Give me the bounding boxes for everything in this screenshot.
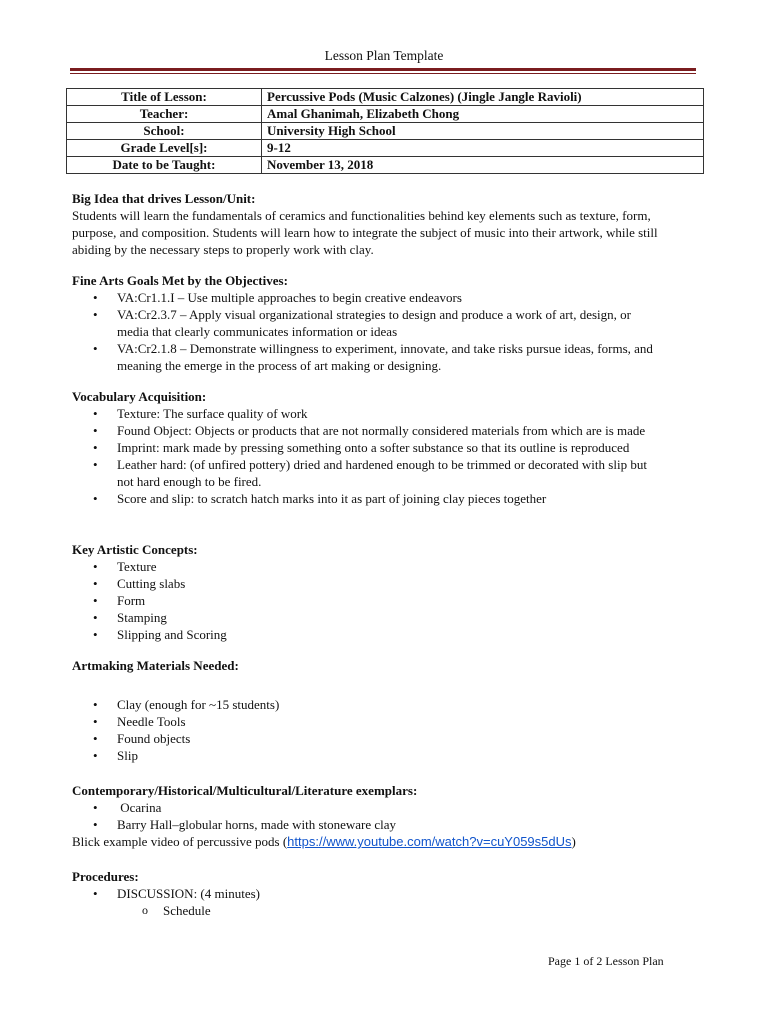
list-item: • Texture <box>72 558 702 575</box>
goals-heading: Fine Arts Goals Met by the Objectives: <box>72 273 288 288</box>
title-value: Percussive Pods (Music Calzones) (Jingle Jangle Ravioli) <box>262 89 704 106</box>
procedures-heading: Procedures: <box>72 869 139 884</box>
list-item: • Cutting slabs <box>72 575 702 592</box>
table-row <box>67 140 704 157</box>
big-idea-line: Students will learn the fundamentals of ceramics and functionalities behind key elements such as texture, form, <box>72 208 651 223</box>
page-title: Lesson Plan Template <box>324 48 444 63</box>
title-label: Title of Lesson: <box>67 89 262 106</box>
materials-heading: Artmaking Materials Needed: <box>72 658 239 673</box>
list-item: • Slip <box>72 747 702 764</box>
list-item: • Form <box>72 592 702 609</box>
table-row <box>67 123 704 140</box>
date-value: November 13, 2018 <box>262 157 704 174</box>
list-item: • Barry Hall–globular horns, made with stoneware clay <box>72 816 702 833</box>
list-subitem: o Schedule <box>72 902 702 919</box>
blick-example: Blick example video of percussive pods (https://www.youtube.com/watch?v=cuY059s5dUs) <box>72 834 576 849</box>
list-item: • Leather hard: (of unfired pottery) dried and hardened enough to be trimmed or decorated with slip but not hard enough to be fired. <box>72 456 702 490</box>
list-item: • VA:Cr1.1.I – Use multiple approaches to begin creative endeavors <box>72 289 702 306</box>
header-rule <box>70 68 696 71</box>
goals-list <box>72 289 702 374</box>
teacher-label: Teacher: <box>67 106 262 123</box>
concepts-list <box>72 558 702 643</box>
list-item: • Stamping <box>72 609 702 626</box>
list-item: • Needle Tools <box>72 713 702 730</box>
date-label: Date to be Taught: <box>67 157 262 174</box>
grade-value: 9-12 <box>262 140 704 157</box>
teacher-value: Amal Ghanimah, Elizabeth Chong <box>262 106 704 123</box>
list-item: • Clay (enough for ~15 students) <box>72 696 702 713</box>
list-item: • Texture: The surface quality of work <box>72 405 702 422</box>
concepts-heading: Key Artistic Concepts: <box>72 542 198 557</box>
list-item: • VA:Cr2.1.8 – Demonstrate willingness to experiment, innovate, and take risks pursue ideas, forms, and meaning the emerge in the process of art making or designing. <box>72 340 702 374</box>
materials-list <box>72 696 702 764</box>
table-row <box>67 89 704 106</box>
school-value: University High School <box>262 123 704 140</box>
grade-label: Grade Level[s]: <box>67 140 262 157</box>
vocabulary-list <box>72 405 702 507</box>
big-idea-line: abiding by the necessary steps to properly work with clay. <box>72 242 374 257</box>
list-item: • Slipping and Scoring <box>72 626 702 643</box>
big-idea-heading: Big Idea that drives Lesson/Unit: <box>72 191 256 206</box>
list-item: • Found Object: Objects or products that are not normally considered materials from which are is made <box>72 422 702 439</box>
youtube-link[interactable]: https://www.youtube.com/watch?v=cuY059s5dUs <box>287 834 572 849</box>
exemplars-list <box>72 799 702 833</box>
table-row <box>67 106 704 123</box>
page-footer: Page 1 of 2 Lesson Plan <box>548 954 664 968</box>
list-item: • VA:Cr2.3.7 – Apply visual organizational strategies to design and produce a work of art, design, or media that clearly communicates information or ideas <box>72 306 702 340</box>
list-item: • Ocarina <box>72 799 702 816</box>
vocabulary-heading: Vocabulary Acquisition: <box>72 389 207 404</box>
list-item: • Imprint: mark made by pressing something onto a softer substance so that its outline is reproduced <box>72 439 702 456</box>
list-item: • DISCUSSION: (4 minutes) <box>72 885 702 902</box>
lesson-content <box>72 190 702 919</box>
procedures-list <box>72 885 702 919</box>
exemplars-heading: Contemporary/Historical/Multicultural/Literature exemplars: <box>72 783 418 798</box>
header-rule-thin <box>70 73 696 74</box>
big-idea-line: purpose, and composition. Students will learn how to integrate the subject of music into their artwork, while still <box>72 225 658 240</box>
list-item: • Score and slip: to scratch hatch marks into it as part of joining clay pieces together <box>72 490 702 507</box>
school-label: School: <box>67 123 262 140</box>
list-item: • Found objects <box>72 730 702 747</box>
table-row <box>67 157 704 174</box>
lesson-info-table <box>66 88 704 174</box>
